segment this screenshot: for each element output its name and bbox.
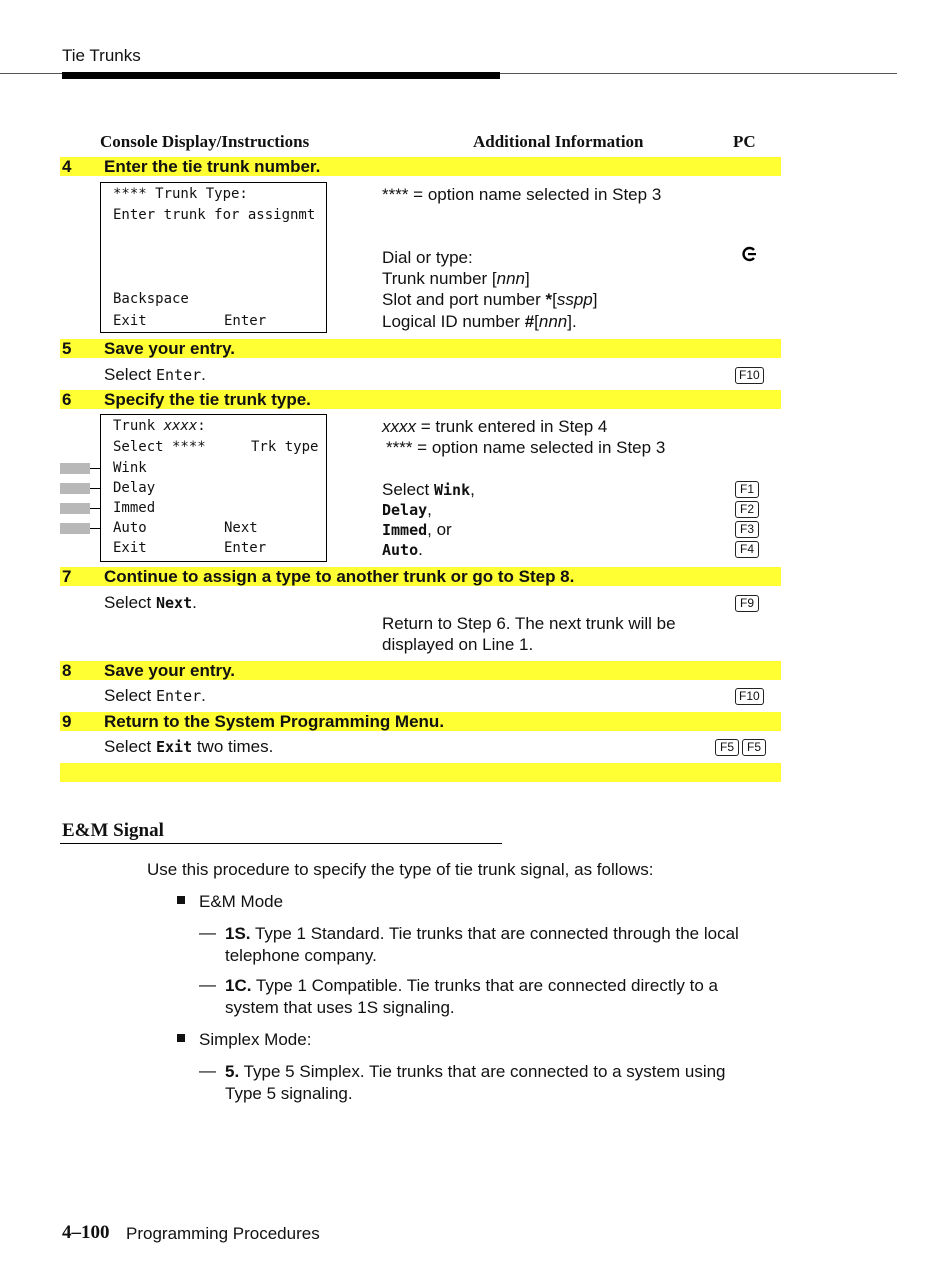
column-heading-pc: PC xyxy=(733,132,756,151)
column-heading-console: Console Display/Instructions xyxy=(100,132,310,151)
console-enter-key-2[interactable]: Enter xyxy=(224,540,267,556)
softkey-delay-indicator[interactable] xyxy=(60,483,90,494)
step-7-number: 7 xyxy=(62,567,72,586)
em-mode-item: E&M Mode xyxy=(199,892,284,911)
step-4-title: Enter the tie trunk number. xyxy=(104,157,321,176)
console-next-key[interactable]: Next xyxy=(224,520,258,536)
console-exit-key-2[interactable]: Exit xyxy=(113,540,147,556)
step-7-title: Continue to assign a type to another trunk or go to Step 8. xyxy=(104,567,575,586)
step-9-number: 9 xyxy=(62,712,72,731)
option-5-line-1: 5. Type 5 Simplex. Tie trunks that are connected to a system using xyxy=(225,1062,726,1081)
bullet-square-icon xyxy=(177,896,185,904)
console-line-2: Enter trunk for assignmt xyxy=(113,207,316,223)
page-number: 4–100 xyxy=(62,1222,110,1243)
step-6-title: Specify the tie trunk type. xyxy=(104,390,311,409)
end-bar xyxy=(60,763,781,782)
step-8-title: Save your entry. xyxy=(104,661,236,680)
return-note-line-2: displayed on Line 1. xyxy=(382,635,534,654)
trunk-number-text: Trunk number [nnn] xyxy=(382,269,530,288)
softkey-leader xyxy=(90,468,100,469)
intro-paragraph: Use this procedure to specify the type of tie trunk signal, as follows: xyxy=(147,860,654,879)
softkey-leader xyxy=(90,528,100,529)
softkey-leader xyxy=(90,488,100,489)
step-6-note: **** = option name selected in Step 3 xyxy=(386,438,666,457)
f10-key[interactable]: F10 xyxy=(735,367,764,384)
console-select-line: Select **** xyxy=(113,439,206,455)
select-immed-text: Immed, or xyxy=(382,520,452,539)
softkey-wink-indicator[interactable] xyxy=(60,463,90,474)
step-9-instruction: Select Exit two times. xyxy=(104,737,274,756)
console-auto-option[interactable]: Auto xyxy=(113,520,147,536)
option-1s-line-2: telephone company. xyxy=(225,946,377,965)
option-5-line-2: Type 5 signaling. xyxy=(225,1084,353,1103)
logical-id-text: Logical ID number #[nnn]. xyxy=(382,312,577,331)
slot-port-text: Slot and port number *[sspp] xyxy=(382,290,598,309)
f5-key[interactable]: F5 xyxy=(715,739,739,756)
console-immed-option[interactable]: Immed xyxy=(113,500,156,516)
step-9-title: Return to the System Programming Menu. xyxy=(104,712,445,731)
console-delay-option[interactable]: Delay xyxy=(113,480,156,496)
footer-section: Programming Procedures xyxy=(126,1224,320,1243)
step-8-number: 8 xyxy=(62,661,72,680)
step-5-title: Save your entry. xyxy=(104,339,236,358)
console-line-1: **** Trunk Type: xyxy=(113,186,248,202)
step-5-instruction: Select Enter. xyxy=(104,365,206,384)
dash-icon: — xyxy=(199,923,216,942)
dash-icon: — xyxy=(199,1061,216,1080)
f10-key-2[interactable]: F10 xyxy=(735,688,764,705)
f5-key-2[interactable]: F5 xyxy=(742,739,766,756)
step-8-instruction: Select Enter. xyxy=(104,686,206,705)
running-head: Tie Trunks xyxy=(62,46,141,65)
xxxx-note: xxxx = trunk entered in Step 4 xyxy=(382,417,608,436)
console-exit-key[interactable]: Exit xyxy=(113,313,147,329)
return-note-line-1: Return to Step 6. The next trunk will be xyxy=(382,614,676,633)
softkey-leader xyxy=(90,508,100,509)
simplex-mode-item: Simplex Mode: xyxy=(199,1030,312,1049)
console-backspace-key[interactable]: Backspace xyxy=(113,291,189,307)
console-enter-key[interactable]: Enter xyxy=(224,313,267,329)
select-auto-text: Auto. xyxy=(382,540,423,559)
select-delay-text: Delay, xyxy=(382,500,432,519)
f9-key[interactable]: F9 xyxy=(735,595,759,612)
console-trunk-line: Trunk xxxx: xyxy=(113,418,206,434)
step-7-instruction: Select Next. xyxy=(104,593,197,612)
header-thick-rule xyxy=(62,72,500,79)
f2-key[interactable]: F2 xyxy=(735,501,759,518)
column-heading-additional: Additional Information xyxy=(473,132,644,151)
select-wink-text: Select Wink, xyxy=(382,480,475,499)
step-4-number: 4 xyxy=(62,157,72,176)
step-4-note: **** = option name selected in Step 3 xyxy=(382,185,662,204)
option-1c-line-2: system that uses 1S signaling. xyxy=(225,998,455,1017)
option-1c-line-1: 1C. Type 1 Compatible. Tie trunks that are connected directly to a xyxy=(225,976,718,995)
softkey-immed-indicator[interactable] xyxy=(60,503,90,514)
f4-key[interactable]: F4 xyxy=(735,541,759,558)
softkey-auto-indicator[interactable] xyxy=(60,523,90,534)
dash-icon: — xyxy=(199,975,216,994)
f3-key[interactable]: F3 xyxy=(735,521,759,538)
console-trk-type-label: Trk type xyxy=(251,439,319,455)
section-title: E&M Signal xyxy=(62,820,164,841)
step-6-number: 6 xyxy=(62,390,72,409)
section-rule xyxy=(60,843,502,844)
dial-or-type-label: Dial or type: xyxy=(382,248,473,267)
step-5-number: 5 xyxy=(62,339,72,358)
f1-key[interactable]: F1 xyxy=(735,481,759,498)
console-wink-option[interactable]: Wink xyxy=(113,460,147,476)
bullet-square-icon xyxy=(177,1034,185,1042)
console-screen-trunk-type xyxy=(100,182,327,333)
dial-icon xyxy=(741,246,757,262)
option-1s-line-1: 1S. Type 1 Standard. Tie trunks that are connected through the local xyxy=(225,924,739,943)
